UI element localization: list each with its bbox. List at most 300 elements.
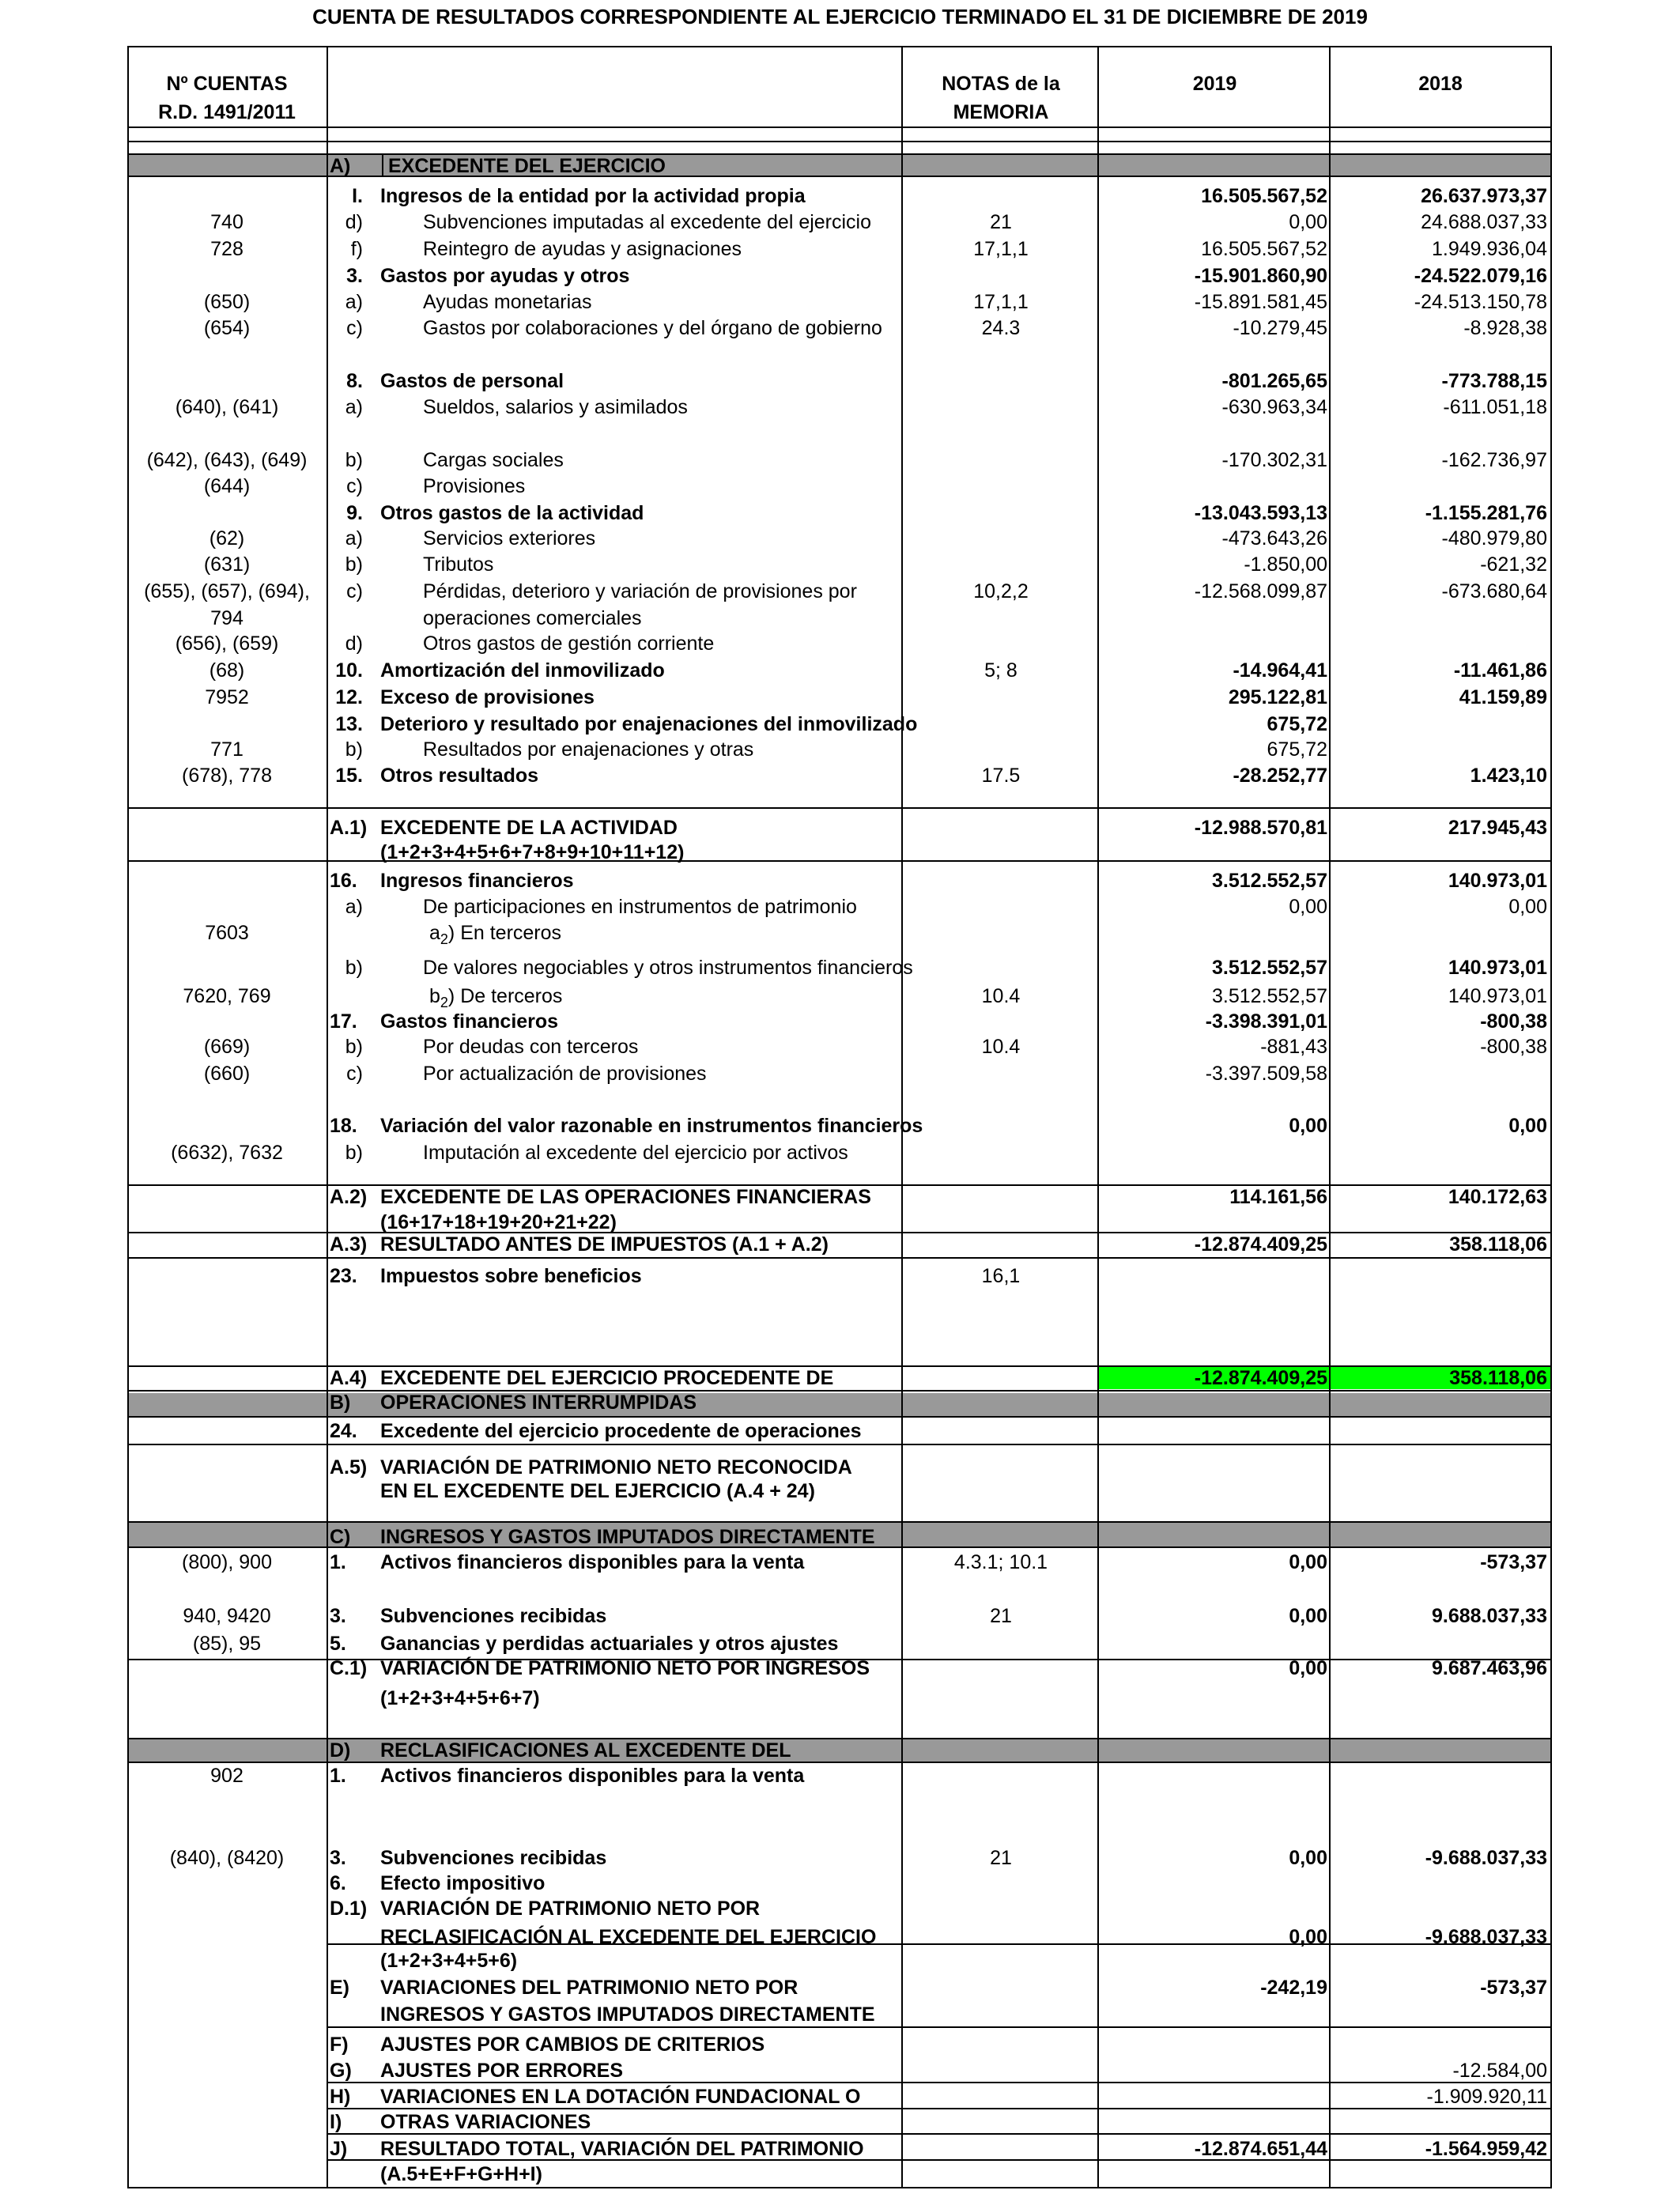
value-2018: 358.118,06 [1449,1233,1547,1256]
row-label: (A.5+E+F+G+H+I) [380,2163,542,2185]
value-2018: -611.051,18 [1443,396,1547,418]
table-row [127,579,1552,604]
row-label: VARIACIÓN DE PATRIMONIO NETO POR INGRESOS [380,1657,870,1679]
item-marker: b) [345,449,363,471]
table-row [127,1896,1552,1921]
account-code: 7952 [205,686,249,708]
table-row [127,1948,1552,1973]
section-code: G) [330,2060,352,2082]
table-row [127,1871,1552,1896]
row-label: Gastos de personal [380,370,564,392]
value-2018: -24.522.079,16 [1414,265,1547,287]
row-label: Amortización del inmovilizado [380,659,665,682]
section-code: A.3) [330,1233,368,1256]
item-marker: 3. [346,265,363,287]
table-row [127,1061,1552,1086]
row-label: Ayudas monetarias [423,291,592,313]
row-label [429,920,561,952]
table-row [127,815,1552,840]
row-label: Impuestos sobre beneficios [380,1265,642,1287]
table-row [127,1924,1552,1950]
value-2019: -14.964,41 [1233,659,1327,682]
row-label: VARIACIÓN DE PATRIMONIO NETO RECONOCIDA [380,1456,852,1478]
table-row [127,474,1552,499]
table-row [127,1009,1552,1034]
value-2019: 16.505.567,52 [1201,238,1327,260]
table-row [127,1263,1552,1289]
value-2019: -242,19 [1260,1977,1327,1999]
table-row [127,1524,1552,1550]
section-code: C.1) [330,1657,368,1679]
header-2019: 2019 [1192,73,1237,95]
table-row [127,1034,1552,1059]
table-row [127,1656,1552,1681]
account-code: (800), 900 [182,1551,272,1573]
note-ref: 10.4 [981,1036,1021,1058]
value-2018: -1.909.920,11 [1426,2086,1547,2108]
table-row [127,685,1552,710]
note-ref: 10,2,2 [973,580,1029,602]
row-label: VARIACIÓN DE PATRIMONIO NETO POR [380,1898,761,1920]
value-2019: 0,00 [1289,1657,1327,1679]
account-code: (650) [203,291,251,313]
value-2018: -162.736,97 [1441,449,1547,471]
sub-item-letter: b [429,985,440,1007]
grid-line [127,807,1552,809]
table-row [127,1390,1552,1415]
value-2019: 3.512.552,57 [1212,870,1327,892]
item-marker: 10. [335,659,363,682]
value-2018: 9.688.037,33 [1432,1605,1547,1627]
table-row [127,606,1552,631]
table-row [127,2162,1552,2187]
row-label: Gastos por colaboraciones y del órgano de gobierno [423,317,882,339]
table-row [127,2032,1552,2057]
account-code: 740 [210,211,244,233]
item-marker: 13. [335,713,363,735]
section-code: 3. [330,1605,346,1627]
row-label: Ingresos financieros [380,870,574,892]
note-ref: 21 [990,211,1012,233]
row-label: OPERACIONES INTERRUMPIDAS [380,1392,697,1414]
note-ref: 21 [990,1847,1012,1869]
table-row [127,368,1552,394]
section-code: A.5) [330,1456,368,1478]
value-2019: 3.512.552,57 [1212,957,1327,979]
section-code: 17. [330,1010,357,1033]
value-2019: -12.874.409,25 [1194,1233,1327,1256]
row-label: Subvenciones recibidas [380,1847,607,1869]
value-2019: -12.988.570,81 [1194,817,1327,839]
row-label: Por actualización de provisiones [423,1063,707,1085]
account-code: 7603 [205,922,249,944]
table-row [127,1365,1552,1391]
table-row [127,1113,1552,1139]
account-code: (85), 95 [192,1633,262,1655]
section-code: I) [330,2111,342,2133]
income-statement-table [127,46,1552,2188]
section-code: D) [330,1739,351,1762]
account-code: (654) [203,317,251,339]
value-2019: 675,72 [1267,738,1327,761]
table-row [127,183,1552,209]
value-2018: -12.584,00 [1452,2060,1547,2082]
value-2019: -12.874.651,44 [1194,2138,1327,2160]
grid-line [127,141,1552,142]
section-code: 6. [330,1872,346,1894]
note-ref: 21 [990,1605,1012,1627]
section-code: 5. [330,1633,346,1655]
row-label: Servicios exteriores [423,527,596,549]
section-code: D.1) [330,1898,368,1920]
row-label: Subvenciones recibidas [380,1605,607,1627]
item-marker: a) [345,291,363,313]
value-2018: 41.159,89 [1459,686,1547,708]
header-notas-line2: MEMORIA [953,101,1049,123]
row-label: EXCEDENTE DEL EJERCICIO PROCEDENTE DE [380,1367,834,1389]
value-2019: -10.279,45 [1233,317,1327,339]
row-label: Otros gastos de la actividad [380,502,644,524]
note-ref: 5; 8 [984,659,1017,682]
sub-item-marker: $b_2$) [429,985,461,1010]
item-marker: 9. [346,502,363,524]
value-2019: 0,00 [1289,211,1327,233]
account-code: (669) [203,1036,251,1058]
value-2019: 114.161,56 [1229,1186,1327,1208]
value-2018: -480.979,80 [1441,527,1547,549]
table-row [127,2136,1552,2162]
value-2018: -9.688.037,33 [1425,1847,1547,1869]
section-code: E) [330,1977,349,1999]
grid-line [127,1521,1552,1523]
item-marker: c) [346,1063,363,1085]
table-row [127,763,1552,788]
grid-line [127,1257,1552,1259]
section-code: A.1) [330,817,368,839]
account-code: (678), 778 [182,765,272,787]
row-label: Activos financieros disponibles para la venta [380,1765,805,1787]
item-marker: a) [345,396,363,418]
value-2018: -800,38 [1480,1010,1547,1033]
row-label: Sueldos, salarios y asimilados [423,396,688,418]
table-row [127,658,1552,683]
table-row [127,2109,1552,2135]
page-title: CUENTA DE RESULTADOS CORRESPONDIENTE AL EJERCICIO TERMINADO EL 31 DE DICIEMBRE DE 2019 [312,5,1368,28]
value-2019: 0,00 [1289,1551,1327,1573]
note-ref: 17,1,1 [973,291,1029,313]
account-code: 794 [210,607,244,629]
table-row [127,1184,1552,1210]
header-cuentas [127,70,327,127]
table-row [127,1232,1552,1257]
value-2018: -1.155.281,76 [1425,502,1547,524]
row-label: (1+2+3+4+5+6+7) [380,1687,540,1709]
table-row [127,1603,1552,1629]
value-2019: -1.850,00 [1244,553,1327,576]
item-marker: b) [345,957,363,979]
row-label: Pérdidas, deterioro y variación de provisiones por [423,580,857,602]
sub-item-index: 2 [440,931,448,947]
item-marker: c) [346,317,363,339]
section-code: A) [330,155,351,177]
row-label-text: De terceros [460,985,563,1007]
value-2018: -1.564.959,42 [1425,2138,1547,2160]
table-row [127,395,1552,420]
row-label: Imputación al excedente del ejercicio por activos [423,1142,848,1164]
table-row [127,552,1552,577]
row-label: EXCEDENTE DEL EJERCICIO [388,155,666,177]
table-row [127,712,1552,737]
table-row [127,1140,1552,1165]
header-2018: 2018 [1418,73,1463,95]
table-row [127,894,1552,920]
section-code: F) [330,2034,349,2056]
value-2018: 1.423,10 [1470,765,1547,787]
account-code: (640), (641) [175,396,279,418]
table-row [127,1631,1552,1656]
account-code: (642), (643), (649) [146,449,308,471]
table-row [127,737,1552,762]
value-2019: 0,00 [1289,1926,1327,1948]
sub-item-marker: $a_2$) [429,922,461,947]
item-marker: f) [350,238,363,260]
value-2018: 140.172,63 [1448,1186,1547,1208]
row-label: Tributos [423,553,494,576]
value-2018: 24.688.037,33 [1421,211,1547,233]
item-marker: 8. [346,370,363,392]
table-row [127,840,1552,865]
row-label: Resultados por enajenaciones y otras [423,738,754,761]
note-ref: 4.3.1; 10.1 [953,1551,1048,1573]
table-row [127,631,1552,656]
row-label: Activos financieros disponibles para la venta [380,1551,805,1573]
item-marker: b) [345,738,363,761]
row-label: Ingresos de la entidad por la actividad propia [380,185,806,207]
section-code: H) [330,2086,351,2108]
value-2018: 1.949.936,04 [1432,238,1547,260]
note-ref: 10.4 [981,985,1021,1007]
account-code: (660) [203,1063,251,1085]
section-code: 1. [330,1765,346,1787]
row-label: Reintegro de ayudas y asignaciones [423,238,742,260]
table-row [127,1763,1552,1788]
value-2019: -3.397.509,58 [1205,1063,1327,1085]
value-2019: -473.643,26 [1221,527,1327,549]
table-row [127,153,1552,179]
account-code: (656), (659) [175,633,279,655]
account-code: (631) [203,553,251,576]
section-code: 3. [330,1847,346,1869]
account-code: (62) [209,527,245,549]
value-2018: -621,32 [1480,553,1547,576]
item-marker: 15. [335,765,363,787]
table-row [127,920,1552,946]
table-row [127,500,1552,526]
account-code: 940, 9420 [183,1605,271,1627]
row-label: Subvenciones imputadas al excedente del ejercicio [423,211,872,233]
account-code: 7620, 769 [183,985,271,1007]
row-label: INGRESOS Y GASTOS IMPUTADOS DIRECTAMENTE [380,2003,875,2026]
section-code: 18. [330,1115,357,1137]
table-row [127,1418,1552,1444]
row-label: RECLASIFICACIÓN AL EXCEDENTE DEL EJERCICIO [380,1926,877,1948]
grid-line [127,1444,1552,1445]
row-label: VARIACIONES EN LA DOTACIÓN FUNDACIONAL O [380,2086,861,2108]
value-2019: -3.398.391,01 [1205,1010,1327,1033]
value-2018: 140.973,01 [1448,957,1547,979]
row-label: Exceso de provisiones [380,686,595,708]
item-marker: 12. [335,686,363,708]
value-2018: -573,37 [1480,1977,1547,1999]
section-code: B) [330,1392,351,1414]
row-label: RESULTADO TOTAL, VARIACIÓN DEL PATRIMONIO [380,2138,864,2160]
account-code: (6632), 7632 [171,1142,283,1164]
row-label-text: En terceros [460,922,562,944]
row-label: Cargas sociales [423,449,564,471]
header-notas-line1: NOTAS de la [942,73,1060,95]
table-row [127,955,1552,980]
grid-line [127,46,1552,47]
sub-item-index: 2 [440,995,448,1010]
value-2019: -15.901.860,90 [1194,265,1327,287]
value-2019: -881,43 [1260,1036,1327,1058]
value-2018: 26.637.973,37 [1421,185,1547,207]
table-row [127,1550,1552,1575]
item-marker: d) [345,633,363,655]
section-code: C) [330,1526,351,1548]
table-row [127,1686,1552,1711]
value-2019: -13.043.593,13 [1194,502,1327,524]
table-row [127,1845,1552,1871]
value-2019: 675,72 [1267,713,1327,735]
table-row [127,526,1552,551]
item-marker: a) [345,896,363,918]
row-label: EXCEDENTE DE LA ACTIVIDAD [380,817,678,839]
item-marker: b) [345,1142,363,1164]
account-code: (655), (657), (694), [144,580,310,602]
value-2018: -573,37 [1480,1551,1547,1573]
item-marker: d) [345,211,363,233]
table-row [127,868,1552,893]
item-marker: c) [346,580,363,602]
row-label: Otros resultados [380,765,539,787]
value-2018: 140.973,01 [1448,985,1547,1007]
account-code: 728 [210,238,244,260]
table-row [127,236,1552,262]
table-row [127,984,1552,1009]
value-2018: -773.788,15 [1441,370,1547,392]
value-2019: 0,00 [1289,896,1327,918]
value-2019: 0,00 [1289,1605,1327,1627]
grid-line [127,127,1552,128]
value-2018: -673.680,64 [1441,580,1547,602]
section-code: A.2) [330,1186,368,1208]
value-2018: -24.513.150,78 [1414,291,1547,313]
row-label: VARIACIONES DEL PATRIMONIO NETO POR [380,1977,798,1999]
table-row [127,315,1552,341]
row-label: OTRAS VARIACIONES [380,2111,591,2133]
value-2019: -15.891.581,45 [1194,291,1327,313]
value-2018: 140.973,01 [1448,870,1547,892]
table-row [127,1975,1552,2000]
header-cuentas-line1: Nº CUENTAS [166,73,288,95]
section-code: 23. [330,1265,357,1287]
note-ref: 17,1,1 [973,238,1029,260]
section-code: 24. [330,1420,357,1442]
account-code: 771 [210,738,244,761]
section-code: J) [330,2138,348,2160]
note-ref: 24.3 [981,317,1021,339]
table-row [127,210,1552,235]
row-label: EXCEDENTE DE LAS OPERACIONES FINANCIERAS [380,1186,871,1208]
table-row [127,1455,1552,1480]
note-ref: 17.5 [981,765,1021,787]
section-code: 16. [330,870,357,892]
row-label: (1+2+3+4+5+6) [380,1950,518,1972]
table-row [127,2084,1552,2109]
value-2019: -630.963,34 [1221,396,1327,418]
value-2018: 358.118,06 [1449,1367,1547,1389]
row-label: Excedente del ejercicio procedente de operaciones [380,1420,862,1442]
section-code: A.4) [330,1367,368,1389]
value-2019: 16.505.567,52 [1201,185,1327,207]
value-2019: -28.252,77 [1233,765,1327,787]
row-label: EN EL EXCEDENTE DEL EJERCICIO (A.4 + 24) [380,1480,815,1502]
table-row [127,263,1552,289]
item-marker: b) [345,1036,363,1058]
table-row [127,1478,1552,1504]
row-label: (1+2+3+4+5+6+7+8+9+10+11+12) [380,841,685,863]
value-2018: -8.928,38 [1463,317,1547,339]
row-label: Ganancias y perdidas actuariales y otros ajustes [380,1633,839,1655]
account-code: (68) [209,659,245,682]
account-code: (840), (8420) [169,1847,285,1869]
row-label: Otros gastos de gestión corriente [423,633,715,655]
row-label: RECLASIFICACIONES AL EXCEDENTE DEL [380,1739,791,1762]
value-2019: -170.302,31 [1221,449,1327,471]
row-label: Gastos por ayudas y otros [380,265,630,287]
row-label: Efecto impositivo [380,1872,546,1894]
value-2019: 3.512.552,57 [1212,985,1327,1007]
grid-line [127,2187,1552,2188]
table-row [127,447,1552,473]
table-row [127,289,1552,315]
row-label: De valores negociables y otros instrumentos financieros [423,957,913,979]
header-cuentas-line2: R.D. 1491/2011 [158,101,296,123]
row-label: RESULTADO ANTES DE IMPUESTOS (A.1 + A.2) [380,1233,829,1256]
row-label: Deterioro y resultado por enajenaciones del inmovilizado [380,713,918,735]
value-2019: 295.122,81 [1228,686,1327,708]
item-marker: c) [346,475,363,497]
account-code: 902 [210,1765,244,1787]
value-2019: 0,00 [1289,1847,1327,1869]
row-label: (16+17+18+19+20+21+22) [380,1211,617,1233]
value-2019: -12.874.409,25 [1194,1367,1327,1389]
row-label: AJUSTES POR ERRORES [380,2060,624,2082]
account-code: (644) [203,475,251,497]
value-2018: 9.687.463,96 [1432,1657,1547,1679]
grid-line [127,1416,1552,1418]
sub-item-letter: a [429,922,440,944]
row-label: Variación del valor razonable en instrumentos financieros [380,1115,923,1137]
value-2019: -801.265,65 [1221,370,1327,392]
row-label: Gastos financieros [380,1010,559,1033]
table-row [127,2058,1552,2083]
value-2018: 0,00 [1508,1115,1547,1137]
item-marker: b) [345,553,363,576]
table-row [127,2002,1552,2027]
value-2019: 0,00 [1289,1115,1327,1137]
